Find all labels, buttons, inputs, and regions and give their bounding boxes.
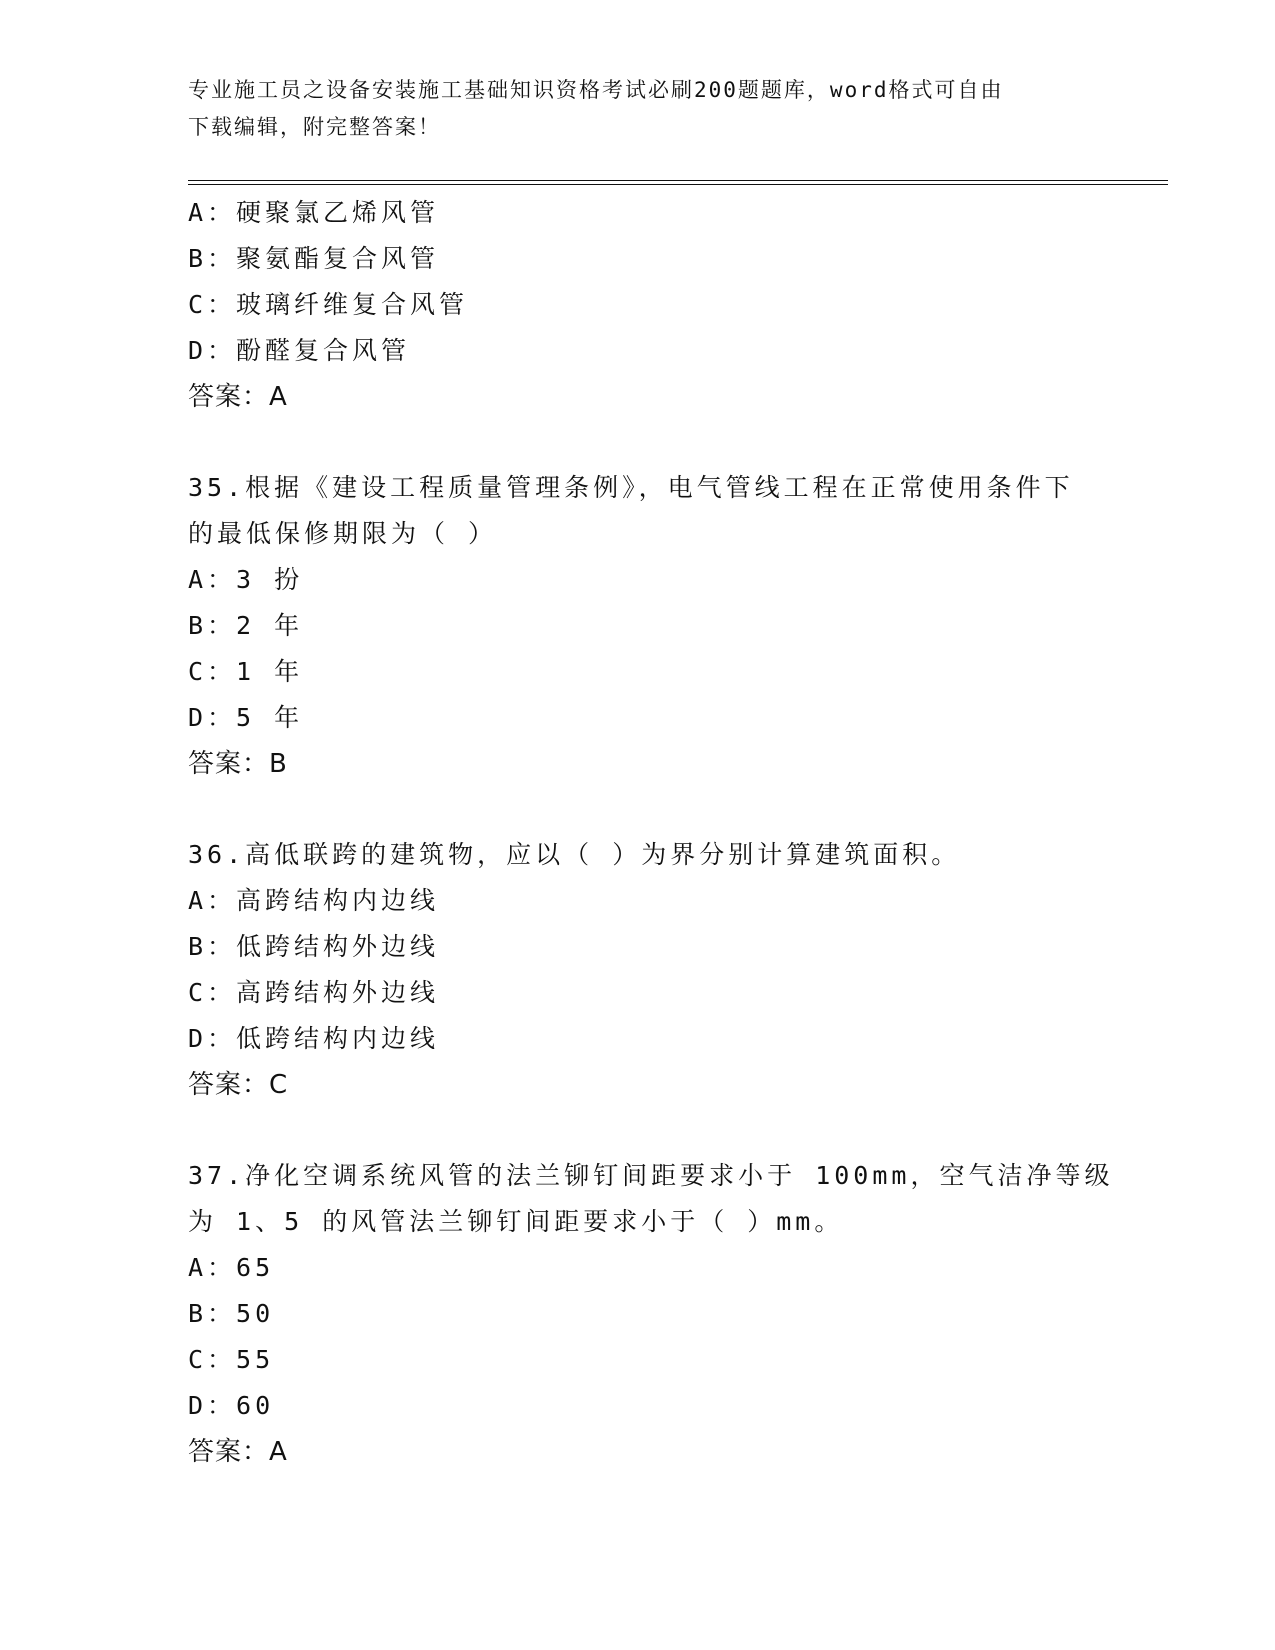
question-37 — [188, 1153, 1168, 1475]
option-a: A：3 扮 — [188, 565, 304, 594]
header-title-line-1: 专业施工员之设备安装施工基础知识资格考试必刷200题题库，word格式可自由 — [188, 78, 1004, 102]
spacer — [188, 1108, 1168, 1153]
option-d: D：低跨结构内边线 — [188, 1024, 440, 1053]
answer-line: 答案：A — [188, 382, 288, 412]
option-c: C：1 年 — [188, 657, 304, 686]
option-d: D：60 — [188, 1391, 275, 1420]
document-header — [188, 72, 1068, 146]
option-b: B：50 — [188, 1299, 275, 1328]
option-c: C：玻璃纤维复合风管 — [188, 290, 469, 319]
answer-line: 答案：B — [188, 749, 288, 779]
option-a: A：65 — [188, 1253, 275, 1282]
question-35 — [188, 465, 1168, 787]
answer-line: 答案：A — [188, 1437, 288, 1467]
question-list — [188, 190, 1168, 1475]
option-c: C：高跨结构外边线 — [188, 978, 440, 1007]
answer-line: 答案：C — [188, 1070, 289, 1100]
option-d: D：酚醛复合风管 — [188, 336, 411, 365]
option-b: B：低跨结构外边线 — [188, 932, 440, 961]
question-text-line-1: 37.净化空调系统风管的法兰铆钉间距要求小于 100mm，空气洁净等级 — [188, 1161, 1114, 1190]
option-d: D：5 年 — [188, 703, 304, 732]
option-c: C：55 — [188, 1345, 275, 1374]
spacer — [188, 420, 1168, 465]
header-title-line-2: 下载编辑，附完整答案！ — [188, 115, 441, 139]
header-double-rule — [188, 180, 1168, 185]
option-a: A：硬聚氯乙烯风管 — [188, 198, 440, 227]
question-text-line-1: 35.根据《建设工程质量管理条例》，电气管线工程在正常使用条件下 — [188, 473, 1074, 502]
option-a: A：高跨结构内边线 — [188, 886, 440, 915]
question-text-line-2: 为 1、5 的风管法兰铆钉间距要求小于（ ）mm。 — [188, 1207, 844, 1236]
question-text-line-2: 的最低保修期限为（ ） — [188, 519, 498, 548]
question-36 — [188, 832, 1168, 1108]
option-b: B：2 年 — [188, 611, 304, 640]
spacer — [188, 787, 1168, 832]
option-b: B：聚氨酯复合风管 — [188, 244, 440, 273]
question-34 — [188, 190, 1168, 420]
question-text-line-1: 36.高低联跨的建筑物，应以（ ）为界分别计算建筑面积。 — [188, 840, 961, 869]
